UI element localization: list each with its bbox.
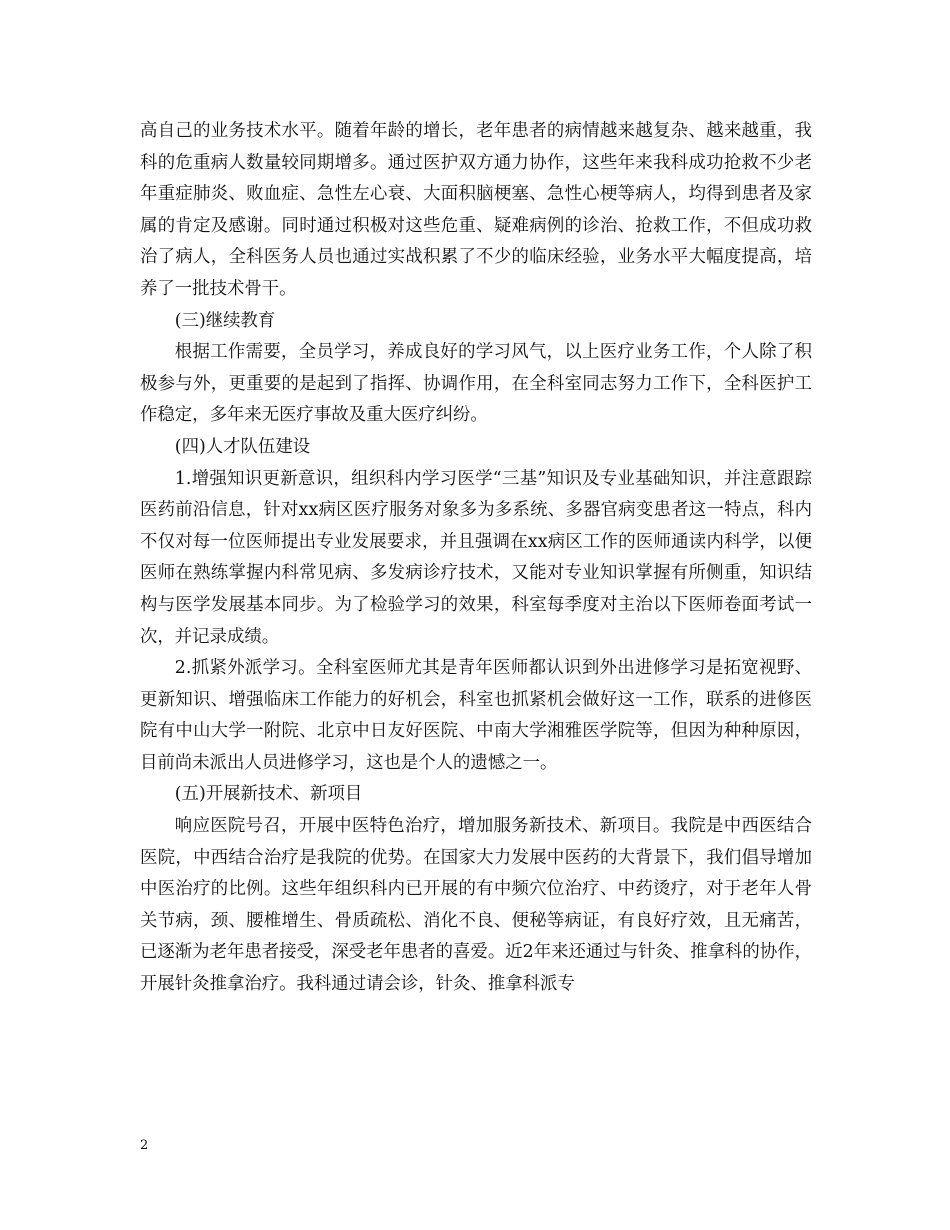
section-heading-continuing-education: (三)继续教育 [174,310,276,331]
paragraph: 根据工作需要，全员学习，养成良好的学习风气，以上医疗业务工作，个人除了积极参与外，更重要的是起到了指挥、协调作用，在全科室同志努力工作下，全科医护工作稳定，多年来无医疗事故及重大医疗纠纷。 [140,342,812,426]
paragraph: 2.抓紧外派学习。全科室医师尤其是青年医师都认识到外出进修学习是拓宽视野、更新知识、增强临床工作能力的好机会，科室也抓紧机会做好这一工作，联系的进修医院有中山大学一附院、北京中日友好医院、中南大学湘雅医学院等，但因为种种原因，目前尚未派出人员进修学习，这也是个人的遗憾之一。 [140,658,812,773]
section-heading-new-technology: (五)开展新技术、新项目 [174,784,363,805]
paragraph: 1.增强知识更新意识，组织科内学习医学“三基”知识及专业基础知识，并注意跟踪医药前沿信息，针对xx病区医疗服务对象多为多系统、多器官病变患者这一特点，科内不仅对每一位医师提出专业发展要求，并且强调在xx病区工作的医师通读内科学，以便医师在熟练掌握内科常见病、多发病诊疗技术，又能对专业知识掌握有所侧重，知识结构与医学发展基本同步。为了检验学习的效果，科室每季度对主治以下医师卷面考试一次，并记录成绩。 [140,468,812,647]
document-body [140,116,812,1001]
paragraph-continued: 高自己的业务技术水平。随着年龄的增长，老年患者的病情越来越复杂、越来越重，我科的危重病人数量较同期增多。通过医护双方通力协作，这些年来我科成功抢救不少老年重症肺炎、败血症、急性左心衰、大面积脑梗塞、急性心梗等病人，均得到患者及家属的肯定及感谢。同时通过积极对这些危重、疑难病例的诊治、抢救工作，不但成功救治了病人，全科医务人员也通过实战积累了不少的临床经验，业务水平大幅度提高，培养了一批技术骨干。 [140,121,812,299]
page-number: 2 [140,1138,149,1153]
section-heading-talent-team: (四)人才队伍建设 [174,436,311,457]
paragraph: 响应医院号召，开展中医特色治疗，增加服务新技术、新项目。我院是中西医结合医院，中西结合治疗是我院的优势。在国家大力发展中医药的大背景下，我们倡导增加中医治疗的比例。这些年组织科内已开展的有中频穴位治疗、中药烫疗，对于老年人骨关节病，颈、腰椎增生、骨质疏松、消化不良、便秘等病证，有良好疗效，且无痛苦，已逐渐为老年患者接受，深受老年患者的喜爱。近2年来还通过与针灸、推拿科的协作，开展针灸推拿治疗。我科通过请会诊，针灸、推拿科派专 [140,816,812,995]
